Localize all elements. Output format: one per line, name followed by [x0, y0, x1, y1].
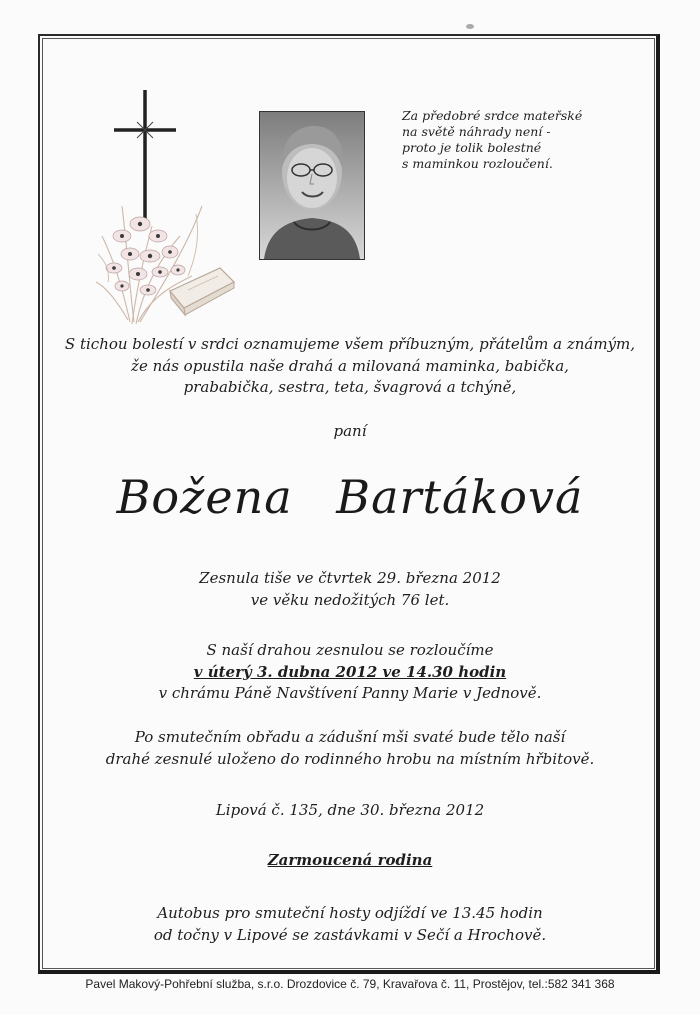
memorial-verse — [402, 108, 612, 172]
honorific-text: paní — [333, 422, 367, 440]
honorific — [60, 421, 640, 443]
announcement-line: S tichou bolestí v srdci oznamujeme všem příbuzným, přátelům a známým, — [64, 335, 636, 353]
place-date-text: Lipová č. 135, dne 30. března 2012 — [215, 801, 485, 819]
signature — [60, 850, 640, 872]
place-date — [60, 800, 640, 822]
farewell-place: v chrámu Páně Navštívení Panny Marie v Jednově. — [158, 684, 542, 702]
farewell-intro: S naší drahou zesnulou se rozloučíme — [206, 641, 494, 659]
first-name: Božena — [116, 470, 293, 524]
announcement-text — [60, 334, 640, 399]
verse-line: proto je tolik bolestné — [402, 140, 542, 155]
farewell-datetime: v úterý 3. dubna 2012 ve 14.30 hodin — [193, 662, 507, 681]
death-line: Zesnula tiše ve čtvrtek 29. března 2012 — [199, 569, 501, 587]
funeral-service-footer: Pavel Makový-Pohřební služba, s.r.o. Drozdovice č. 79, Kravařova č. 11, Prostějov, tel.:582 341 368 — [85, 977, 615, 991]
burial-info — [60, 727, 640, 770]
bus-line: od točny v Lipové se zastávkami v Sečí a Hrochově. — [153, 925, 547, 944]
burial-line: drahé zesnulé uloženo do rodinného hrobu na místním hřbitově. — [105, 749, 595, 768]
bus-line: Autobus pro smuteční hosty odjíždí ve 13.45 hodin — [157, 904, 543, 922]
farewell-info — [60, 640, 640, 705]
cross-flowers-book-illustration — [92, 86, 242, 331]
last-name: Bartáková — [336, 470, 584, 524]
scan-speck — [466, 24, 474, 29]
burial-line: Po smutečním obřadu a zádušní mši svaté bude tělo naší — [134, 728, 566, 746]
deceased-name — [60, 470, 640, 524]
signature-text: Zarmoucená rodina — [267, 851, 433, 869]
verse-line: Za předobré srdce mateřské — [402, 108, 583, 123]
announcement-line: prababička, sestra, teta, švagrová a tchýně, — [183, 378, 517, 396]
bus-info — [60, 903, 640, 946]
announcement-line: že nás opustila naše drahá a milovaná maminka, babička, — [131, 356, 569, 375]
verse-line: s maminkou rozloučení. — [402, 156, 553, 171]
cross-icon — [114, 90, 176, 226]
death-info — [60, 568, 640, 611]
death-line: ve věku nedožitých 76 let. — [250, 590, 450, 609]
portrait-photo — [259, 111, 365, 260]
verse-line: na světě náhrady není - — [402, 124, 551, 139]
